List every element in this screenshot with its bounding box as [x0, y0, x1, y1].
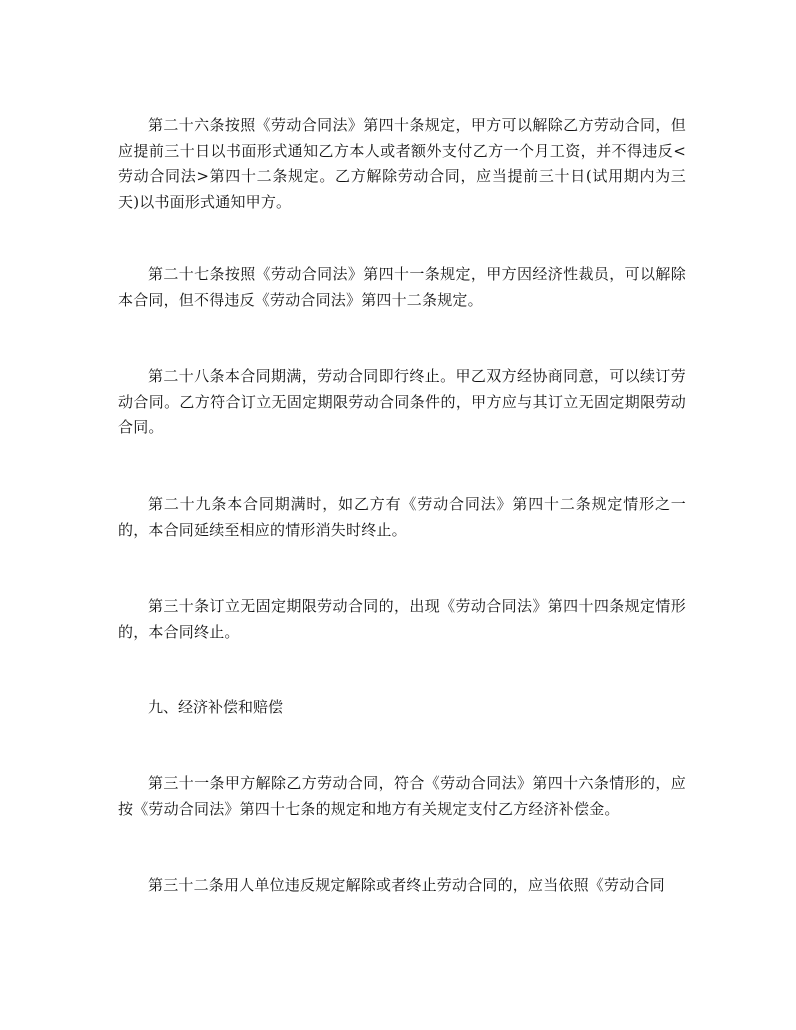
article-28-paragraph: 第二十八条本合同期满，劳动合同即行终止。甲乙双方经协商同意，可以续订劳动合同。乙方符合订立无固定期限劳动合同条件的，甲方应与其订立无固定期限劳动合同。	[118, 367, 686, 436]
article-31-paragraph: 第三十一条甲方解除乙方劳动合同，符合《劳动合同法》第四十六条情形的，应按《劳动合同法》第四十七条的规定和地方有关规定支付乙方经济补偿金。	[118, 774, 686, 818]
article-27-paragraph: 第二十七条按照《劳动合同法》第四十一条规定，甲方因经济性裁员，可以解除本合同，但不得违反《劳动合同法》第四十二条规定。	[118, 265, 686, 309]
article-29-paragraph: 第二十九条本合同期满时，如乙方有《劳动合同法》第四十二条规定情形之一的，本合同延续至相应的情形消失时终止。	[118, 495, 686, 539]
article-30-paragraph: 第三十条订立无固定期限劳动合同的，出现《劳动合同法》第四十四条规定情形的，本合同终止。	[118, 597, 686, 641]
article-26-paragraph: 第二十六条按照《劳动合同法》第四十条规定，甲方可以解除乙方劳动合同，但应提前三十日以书面形式通知乙方本人或者额外支付乙方一个月工资，并不得违反<劳动合同法>第四十二条规定。乙方解除劳动合同，应当提前三十日(试用期内为三天)以书面形式通知甲方。	[118, 116, 686, 211]
section-heading: 九、经济补偿和赔偿	[148, 698, 284, 716]
article-32-paragraph: 第三十二条用人单位违反规定解除或者终止劳动合同的，应当依照《劳动合同	[148, 876, 665, 894]
